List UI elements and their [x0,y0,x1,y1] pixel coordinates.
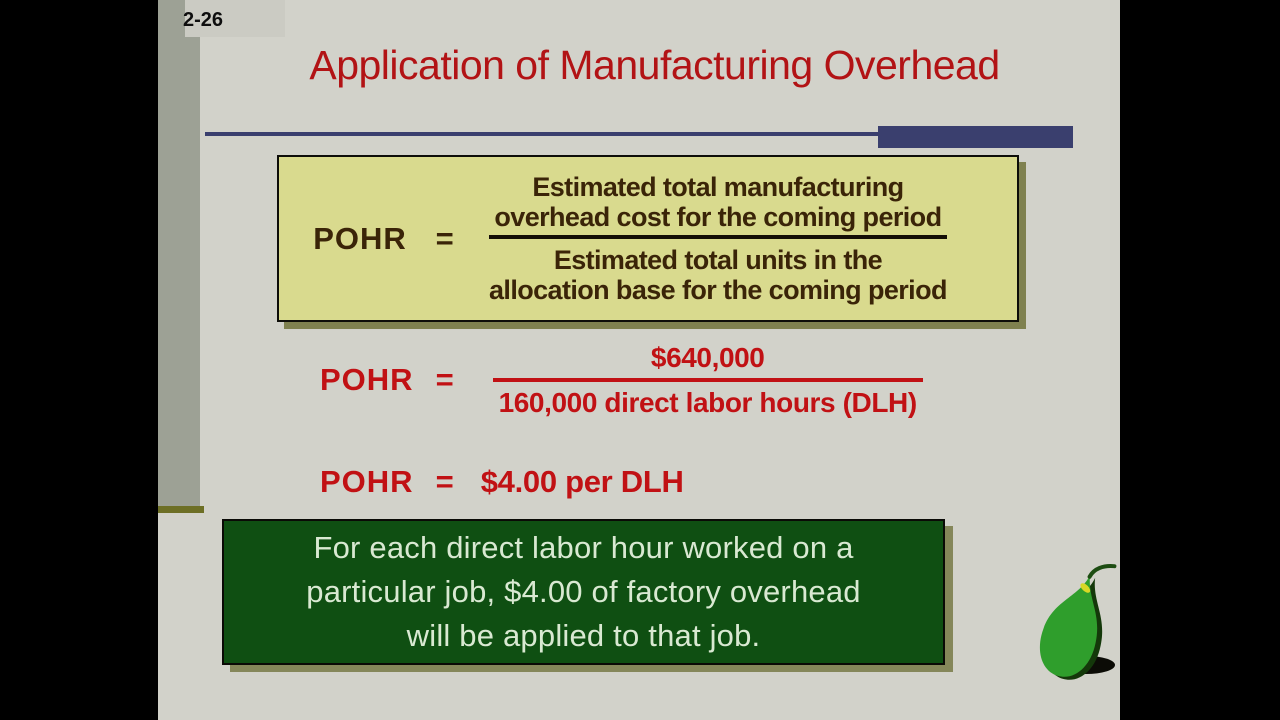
pohr-definition-lhs [279,221,489,257]
slide-title: Application of Manufacturing Overhead [309,42,1000,88]
note-line-3: will be applied to that job. [406,618,761,653]
definition-denominator-line-2: allocation base for the coming period [489,275,947,305]
calculation-numerator: $640,000 [650,342,765,373]
equals-sign: = [435,220,455,256]
note-box [222,519,945,665]
pohr-result-value: $4.00 per DLH [480,464,684,499]
slide-number: 2-26 [183,9,224,31]
title-divider-accent-block [878,126,1073,148]
pohr-calculation-row [320,341,923,419]
left-template-band [158,0,200,513]
fraction-bar [493,378,923,382]
pohr-label: POHR [320,362,414,397]
pohr-result-row [320,464,684,500]
calculation-denominator: 160,000 direct labor hours (DLH) [498,387,917,418]
pohr-label: POHR [320,464,414,499]
equals-sign: = [435,362,455,397]
left-band-underline [158,506,204,513]
equals-sign: = [435,464,454,499]
note-line-2: particular job, $4.00 of factory overhead [306,574,861,609]
definition-denominator-line-1: Estimated total units in the [553,245,883,275]
slide [158,0,1120,720]
pohr-definition-box [277,155,1019,322]
definition-numerator-line-1: Estimated total manufacturing [532,172,904,202]
definition-numerator-line-2: overhead cost for the coming period [494,202,942,232]
pohr-label: POHR [313,220,407,256]
pear-illustration-icon [1020,550,1120,690]
note-line-1: For each direct labor hour worked on a [313,530,854,565]
pear-stem [1090,560,1115,582]
fraction-bar [489,235,947,239]
pohr-definition-fraction [489,172,947,305]
pohr-calculation-fraction [493,341,923,419]
